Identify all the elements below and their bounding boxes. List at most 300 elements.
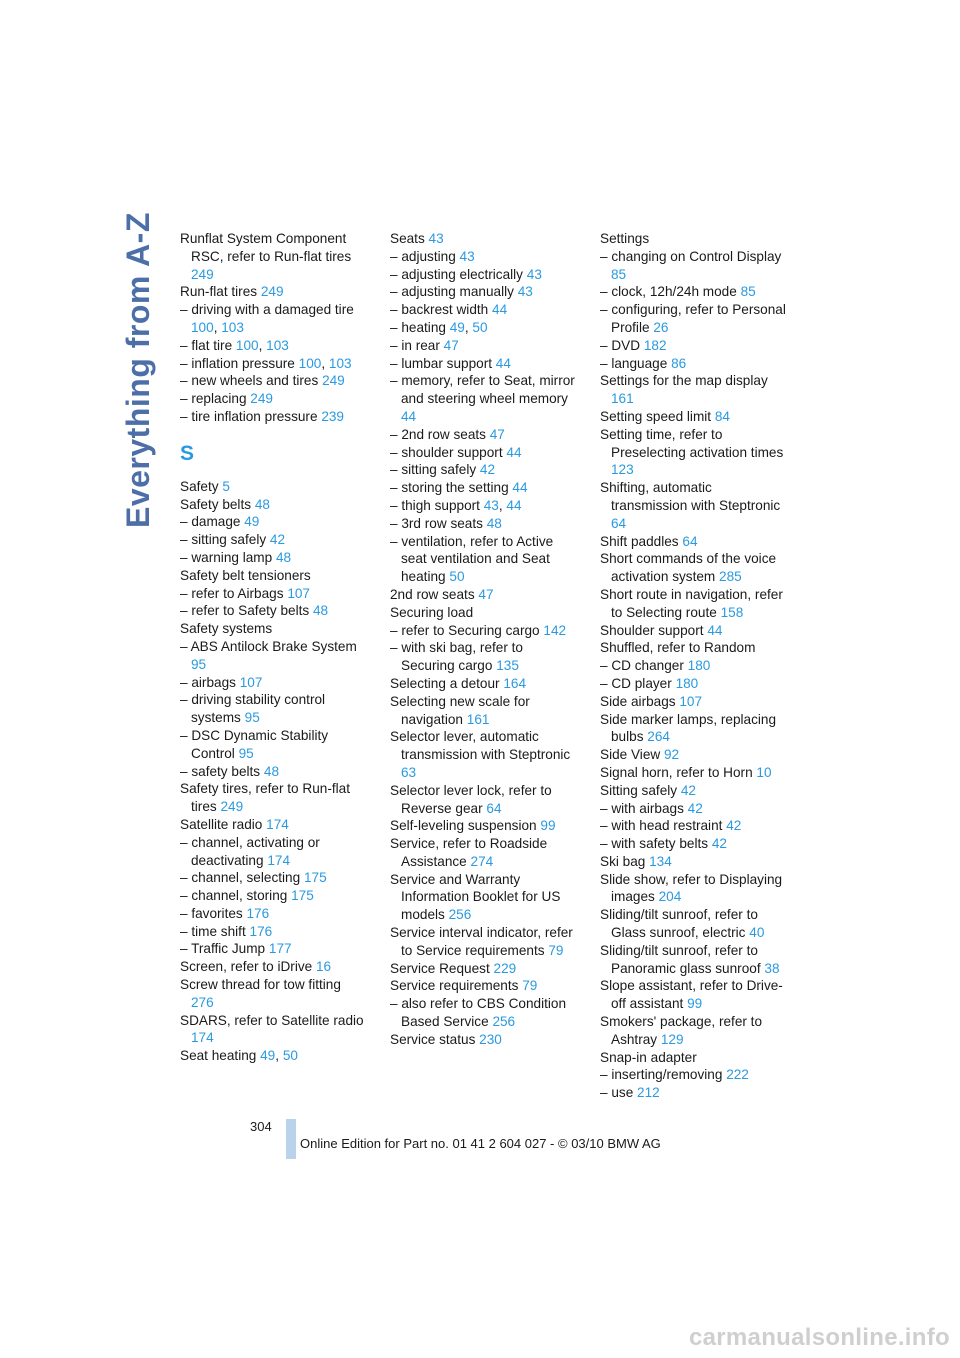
index-term: Seats <box>390 231 425 246</box>
index-term: Selector lever lock, refer to Reverse gear <box>390 782 552 816</box>
index-term: Service status <box>390 1031 476 1047</box>
index-entry: Seat heating 49, 50 <box>180 1048 298 1064</box>
index-term: Setting time, refer to Preselecting activation times <box>600 426 784 460</box>
index-entry <box>180 478 366 496</box>
index-term: – DVD <box>600 337 641 353</box>
index-term: – airbags <box>180 674 236 690</box>
index-term: Ski bag <box>600 853 646 869</box>
page-reference-link[interactable]: 42 <box>726 818 742 834</box>
page-reference-link[interactable]: 26 <box>653 319 669 335</box>
index-entry: – inflation pressure 100, 103 <box>180 355 352 371</box>
index-entry: – thigh support 43, 44 <box>390 497 522 513</box>
page-reference-link[interactable]: 100 <box>235 337 259 353</box>
index-entry <box>390 337 576 355</box>
index-term: Short commands of the voice activation system <box>600 551 777 585</box>
index-term: – with airbags <box>600 800 684 816</box>
index-term: – damage <box>180 514 241 530</box>
index-entry <box>390 835 576 871</box>
index-entry <box>600 657 786 675</box>
page-reference-link[interactable]: 43 <box>428 231 444 246</box>
index-term: Snap-in adapter <box>600 1049 697 1065</box>
index-term: Run-flat tires <box>180 284 258 300</box>
index-term: Smokers' package, refer to Ashtray <box>600 1014 763 1047</box>
index-entry <box>390 444 576 462</box>
page-reference-link[interactable]: 47 <box>443 337 459 353</box>
page-reference-link[interactable]: 85 <box>611 266 627 282</box>
page-reference-link[interactable]: 142 <box>543 622 567 638</box>
index-entry <box>180 283 366 301</box>
index-entry <box>600 586 786 622</box>
page-reference-link[interactable]: 44 <box>512 480 528 496</box>
index-term: Securing load <box>390 604 474 620</box>
index-entry <box>600 942 786 978</box>
page-reference-link[interactable]: 64 <box>611 515 627 531</box>
page-reference-link[interactable]: 285 <box>719 569 742 585</box>
index-term: – Traffic Jump <box>180 941 266 957</box>
index-term: Setting speed limit <box>600 408 712 424</box>
index-term: Shuffled, refer to Random <box>600 640 756 656</box>
page-reference-link[interactable]: 99 <box>687 996 703 1012</box>
index-entry <box>390 355 576 373</box>
index-term: Screen, refer to iDrive <box>180 959 313 975</box>
index-entry: – heating 49, 50 <box>390 319 488 335</box>
page-reference-link[interactable]: 50 <box>282 1048 298 1064</box>
index-term: Service, refer to Roadside Assistance <box>390 836 548 869</box>
page-reference-link[interactable]: 274 <box>470 853 494 869</box>
index-term: Screw thread for tow fitting <box>180 977 341 993</box>
page-reference-link[interactable]: 48 <box>313 603 329 619</box>
index-entry <box>180 976 366 1012</box>
index-entry <box>180 567 366 585</box>
index-term: – changing on Control Display <box>600 248 782 264</box>
index-term: – thigh support <box>390 497 480 513</box>
index-entry <box>180 940 366 958</box>
index-term: Sitting safely <box>600 782 678 798</box>
index-entry <box>390 924 576 960</box>
index-term: – favorites <box>180 905 243 921</box>
page-reference-link[interactable]: 38 <box>764 960 780 976</box>
index-entry <box>390 604 576 622</box>
index-entry <box>600 675 786 693</box>
index-term: Safety belt tensioners <box>180 567 311 583</box>
index-term: – time shift <box>180 923 246 939</box>
index-term: – refer to Safety belts <box>180 603 310 619</box>
index-term: Sliding/tilt sunroof, refer to Glass sunroof, electric <box>600 907 758 941</box>
page-reference-link[interactable]: 42 <box>269 532 286 548</box>
index-term: Selecting new scale for navigation <box>390 693 530 727</box>
index-entry <box>600 746 786 764</box>
index-term: Self-leveling suspension <box>390 818 537 834</box>
page-reference-link[interactable]: 161 <box>611 391 634 407</box>
index-entry <box>180 230 366 283</box>
index-term: – in rear <box>390 337 440 353</box>
page-reference-link[interactable]: 16 <box>316 959 332 975</box>
index-entry: – driving with a damaged tire 100, 103 <box>180 302 354 335</box>
page-reference-link[interactable]: 95 <box>238 745 254 761</box>
index-entry <box>390 479 576 497</box>
page-reference-link[interactable]: 256 <box>448 907 472 923</box>
page-reference-link[interactable]: 79 <box>548 942 564 958</box>
index-entry <box>180 691 366 727</box>
index-entry <box>390 693 576 729</box>
page-reference-link[interactable]: 86 <box>671 355 687 371</box>
page-reference-link[interactable]: 161 <box>466 711 490 727</box>
page-reference-link[interactable]: 256 <box>492 1014 516 1030</box>
page-reference-link[interactable]: 49 <box>260 1048 276 1064</box>
index-entry <box>390 426 576 444</box>
index-term: – safety belts <box>180 763 261 779</box>
page-reference-link[interactable]: 49 <box>449 319 465 335</box>
index-entry <box>180 531 366 549</box>
page-reference-link[interactable]: 40 <box>749 925 765 941</box>
page-number: 304 <box>250 1119 272 1134</box>
index-term: – language <box>600 355 668 371</box>
index-term: Service requirements <box>390 978 519 994</box>
index-term: – 2nd row seats <box>390 426 486 442</box>
page-reference-link[interactable]: 63 <box>401 764 417 780</box>
page-reference-link[interactable]: 85 <box>740 284 756 300</box>
page-reference-link[interactable]: 44 <box>495 355 511 371</box>
page-reference-link[interactable]: 44 <box>401 408 417 424</box>
index-entry <box>600 782 786 800</box>
index-term: – shoulder support <box>390 444 503 460</box>
index-term: – inflation pressure <box>180 355 295 371</box>
page-reference-link[interactable]: 135 <box>496 658 519 674</box>
page-reference-link[interactable]: 249 <box>250 391 273 407</box>
page-reference-link[interactable]: 44 <box>506 444 522 460</box>
index-term: – channel, activating or deactivating <box>180 834 320 868</box>
index-entry <box>600 764 786 782</box>
index-term: Satellite radio <box>180 816 263 832</box>
page-reference-link[interactable]: 48 <box>263 763 280 779</box>
page-reference-link[interactable]: 212 <box>637 1085 660 1101</box>
page-reference-link[interactable]: 43 <box>526 266 542 282</box>
index-entry <box>180 834 366 870</box>
page-reference-link[interactable]: 103 <box>266 337 289 353</box>
index-term: SDARS, refer to Satellite radio <box>180 1012 364 1028</box>
index-entry <box>390 977 576 995</box>
index-term: – also refer to CBS Condition Based Service <box>390 996 567 1030</box>
page-reference-link[interactable]: 249 <box>220 799 244 815</box>
index-entry <box>390 622 576 640</box>
index-entry <box>600 230 786 248</box>
index-column-3 <box>600 230 786 1102</box>
index-entry <box>180 549 366 567</box>
chapter-side-title: Everything from A-Z <box>120 212 156 528</box>
index-entry <box>180 372 366 390</box>
index-term: Signal horn, refer to Horn <box>600 764 753 780</box>
index-term: – ABS Antilock Brake System <box>180 638 357 654</box>
index-entry <box>600 1066 786 1084</box>
index-entry <box>390 1031 576 1049</box>
page-reference-link[interactable]: 249 <box>191 266 214 282</box>
index-entry <box>390 586 576 604</box>
page-reference-link[interactable]: 48 <box>275 549 292 565</box>
page-reference-link[interactable]: 42 <box>687 800 703 816</box>
index-entry <box>390 461 576 479</box>
page-reference-link[interactable]: 249 <box>260 284 284 300</box>
index-term: – sitting safely <box>390 462 477 478</box>
page-reference-link[interactable]: 95 <box>191 656 207 672</box>
index-term: – 3rd row seats <box>390 515 483 531</box>
index-entry <box>390 515 576 533</box>
index-term: Service and Warranty Information Booklet for US models <box>390 871 561 923</box>
index-entry <box>600 301 786 337</box>
page-reference-link[interactable]: 64 <box>486 800 502 816</box>
page-reference-link[interactable]: 134 <box>649 853 672 869</box>
index-entry <box>390 266 576 284</box>
index-term: – lumbar support <box>390 355 493 371</box>
index-term: – CD player <box>600 675 672 691</box>
index-entry <box>600 853 786 871</box>
page-reference-link[interactable]: 249 <box>322 373 345 389</box>
index-term: – tire inflation pressure <box>180 408 318 424</box>
index-term: – sitting safely <box>180 532 267 548</box>
index-entry <box>600 622 786 640</box>
index-term: 2nd row seats <box>390 586 475 602</box>
index-entry <box>180 496 366 514</box>
index-term: – channel, storing <box>180 888 288 904</box>
page-reference-link[interactable]: 239 <box>321 408 344 424</box>
page-reference-link[interactable]: 47 <box>489 426 505 442</box>
page-reference-link[interactable]: 49 <box>244 514 260 530</box>
index-entry <box>600 1013 786 1049</box>
index-term: Settings for the map display <box>600 373 768 389</box>
page-reference-link[interactable]: 222 <box>726 1067 749 1083</box>
page-reference-link[interactable]: 42 <box>711 836 727 852</box>
index-column-1 <box>180 230 366 1065</box>
index-entry <box>180 763 366 781</box>
index-term: – backrest width <box>390 302 489 318</box>
index-term: Side View <box>600 747 661 763</box>
page-reference-link[interactable]: 180 <box>687 658 711 674</box>
index-term: – driving stability control systems <box>180 692 326 726</box>
page-reference-link[interactable]: 176 <box>246 905 270 921</box>
page-reference-link[interactable]: 204 <box>658 889 682 905</box>
page-reference-link[interactable]: 174 <box>266 816 289 832</box>
index-entry <box>600 906 786 942</box>
index-entry <box>390 728 576 781</box>
index-term: – with ski bag, refer to Securing cargo <box>390 640 523 674</box>
page-reference-link[interactable]: 164 <box>503 675 527 691</box>
index-term: – driving with a damaged tire <box>180 302 354 318</box>
page-reference-link[interactable]: 42 <box>479 462 496 478</box>
page-reference-link[interactable]: 107 <box>287 585 310 601</box>
index-entry <box>180 727 366 763</box>
index-entry <box>180 513 366 531</box>
page-reference-link[interactable]: 95 <box>244 710 260 726</box>
index-term: Service Request <box>390 960 490 976</box>
page-reference-link[interactable]: 92 <box>663 747 680 763</box>
page-reference-link[interactable]: 43 <box>483 497 499 513</box>
index-entry <box>600 355 786 373</box>
index-entry <box>600 639 786 657</box>
index-entry <box>390 871 576 924</box>
page-reference-link[interactable]: 99 <box>540 818 556 834</box>
index-entry <box>600 693 786 711</box>
index-entry <box>180 602 366 620</box>
index-term: Settings <box>600 231 650 246</box>
page-reference-link[interactable]: 50 <box>449 569 465 585</box>
page-reference-link[interactable]: 100 <box>298 355 322 371</box>
page-reference-link[interactable]: 43 <box>517 284 533 300</box>
index-entry <box>600 1049 786 1067</box>
index-entry <box>600 817 786 835</box>
index-term: – inserting/removing <box>600 1067 723 1083</box>
page-reference-link[interactable]: 176 <box>249 923 273 939</box>
index-term: – new wheels and tires <box>180 373 319 389</box>
index-term: Shoulder support <box>600 622 704 638</box>
page-reference-link[interactable]: 180 <box>675 675 699 691</box>
page-reference-link[interactable]: 10 <box>756 764 772 780</box>
index-entry <box>600 426 786 479</box>
page-reference-link[interactable]: 44 <box>707 622 723 638</box>
index-entry <box>600 977 786 1013</box>
index-term: Seat heating <box>180 1048 257 1064</box>
index-term: – adjusting <box>390 248 456 264</box>
index-term: Selecting a detour <box>390 675 500 691</box>
page-reference-link[interactable]: 43 <box>459 248 475 264</box>
index-entry <box>390 533 576 586</box>
index-entry <box>390 960 576 978</box>
index-term: – flat tire <box>180 337 233 353</box>
page-reference-link[interactable]: 79 <box>522 978 538 994</box>
index-entry <box>180 1012 366 1048</box>
page-reference-link[interactable]: 47 <box>478 586 494 602</box>
page-reference-link[interactable]: 84 <box>714 408 730 424</box>
index-entry <box>180 620 366 638</box>
page-reference-link[interactable]: 264 <box>647 729 670 745</box>
index-term: – ventilation, refer to Active seat ventilation and Seat heating <box>390 533 554 585</box>
index-entry <box>390 817 576 835</box>
page-reference-link[interactable]: 107 <box>239 674 263 690</box>
index-entry <box>390 782 576 818</box>
index-term: Slope assistant, refer to Drive-off assistant <box>600 978 783 1012</box>
index-entry <box>390 995 576 1031</box>
page-reference-link[interactable]: 129 <box>660 1031 684 1047</box>
index-term: Service interval indicator, refer to Service requirements <box>390 925 573 958</box>
index-entry <box>390 283 576 301</box>
index-term: – replacing <box>180 391 247 407</box>
watermark: carmanualsonline.info <box>688 1324 950 1351</box>
page-reference-link[interactable]: 44 <box>506 497 522 513</box>
index-entry <box>600 248 786 284</box>
page-reference-link[interactable]: 175 <box>303 870 327 886</box>
index-term: – heating <box>390 319 446 335</box>
index-entry: – flat tire 100, 103 <box>180 337 289 353</box>
index-entry <box>600 550 786 586</box>
index-term: – configuring, refer to Personal Profile <box>600 302 786 335</box>
index-term: Safety systems <box>180 621 273 637</box>
index-term: Selector lever, automatic transmission with Steptronic <box>390 729 571 763</box>
page-marker-bar <box>286 1119 296 1159</box>
page-reference-link[interactable]: 174 <box>191 1030 214 1046</box>
index-term: – DSC Dynamic Stability Control <box>180 727 329 761</box>
index-entry <box>390 230 576 248</box>
page-reference-link[interactable]: 44 <box>492 302 508 318</box>
index-entry <box>600 337 786 355</box>
index-entry <box>180 905 366 923</box>
page-reference-link[interactable]: 48 <box>486 515 502 531</box>
index-entry <box>600 408 786 426</box>
index-entry <box>180 923 366 941</box>
index-entry <box>600 479 786 532</box>
index-entry <box>180 869 366 887</box>
index-term: Slide show, refer to Displaying images <box>600 871 783 905</box>
page-reference-link[interactable]: 175 <box>291 888 314 904</box>
index-term: Sliding/tilt sunroof, refer to Panoramic glass sunroof <box>600 942 761 976</box>
index-term: – warning lamp <box>180 549 273 565</box>
index-term: – with head restraint <box>600 818 723 834</box>
index-term: Runflat System Component RSC, refer to Run-flat tires <box>180 231 352 264</box>
index-term: Safety belts <box>180 496 252 512</box>
page-reference-link[interactable]: 5 <box>222 478 230 494</box>
index-entry <box>180 958 366 976</box>
index-entry <box>600 871 786 907</box>
footer-edition-text: Online Edition for Part no. 01 41 2 604 027 - © 03/10 BMW AG <box>300 1136 661 1151</box>
index-term: Side airbags <box>600 693 676 709</box>
page-reference-link[interactable]: 48 <box>254 496 270 512</box>
index-term: Side marker lamps, replacing bulbs <box>600 711 777 745</box>
index-term: – adjusting manually <box>390 284 514 300</box>
index-term: – memory, refer to Seat, mirror and steering wheel memory <box>390 373 575 407</box>
index-term: – CD changer <box>600 658 684 674</box>
index-entry <box>180 674 366 692</box>
index-entry <box>390 248 576 266</box>
page-reference-link[interactable]: 174 <box>267 852 291 868</box>
index-entry <box>600 372 786 408</box>
index-term: – refer to Airbags <box>180 585 284 601</box>
index-entry <box>180 816 366 834</box>
index-term: – adjusting electrically <box>390 266 523 282</box>
index-entry <box>600 711 786 747</box>
page-reference-link[interactable]: 177 <box>268 941 292 957</box>
index-entry <box>390 372 576 425</box>
page-reference-link[interactable]: 107 <box>679 693 703 709</box>
page-reference-link[interactable]: 100 <box>191 319 214 335</box>
page-reference-link[interactable]: 230 <box>479 1031 502 1047</box>
page-reference-link[interactable]: 123 <box>611 462 634 478</box>
index-term: Shifting, automatic transmission with Steptronic <box>600 480 781 513</box>
index-entry <box>390 639 576 675</box>
index-entry <box>180 638 366 674</box>
index-entry <box>180 585 366 603</box>
index-entry <box>600 800 786 818</box>
page-reference-link[interactable]: 103 <box>328 355 352 371</box>
index-term: – storing the setting <box>390 480 509 496</box>
index-entry <box>180 887 366 905</box>
index-term: – with safety belts <box>600 836 709 852</box>
page-reference-link[interactable]: 182 <box>643 337 667 353</box>
page-reference-link[interactable]: 103 <box>221 319 244 335</box>
page-reference-link[interactable]: 229 <box>493 960 517 976</box>
index-entry <box>180 408 366 426</box>
page-reference-link[interactable]: 50 <box>472 319 488 335</box>
index-term: Shift paddles <box>600 533 679 549</box>
page-reference-link[interactable]: 64 <box>682 533 698 549</box>
index-term: – use <box>600 1085 634 1101</box>
index-term: – refer to Securing cargo <box>390 622 540 638</box>
page-reference-link[interactable]: 42 <box>680 782 696 798</box>
index-section-letter: S <box>180 441 195 465</box>
index-term: Safety <box>180 478 219 494</box>
index-entry <box>180 390 366 408</box>
index-term: – clock, 12h/24h mode <box>600 284 737 300</box>
page-reference-link[interactable]: 276 <box>191 994 214 1010</box>
index-column-2 <box>390 230 576 1049</box>
page-reference-link[interactable]: 158 <box>720 604 744 620</box>
index-entry <box>390 301 576 319</box>
